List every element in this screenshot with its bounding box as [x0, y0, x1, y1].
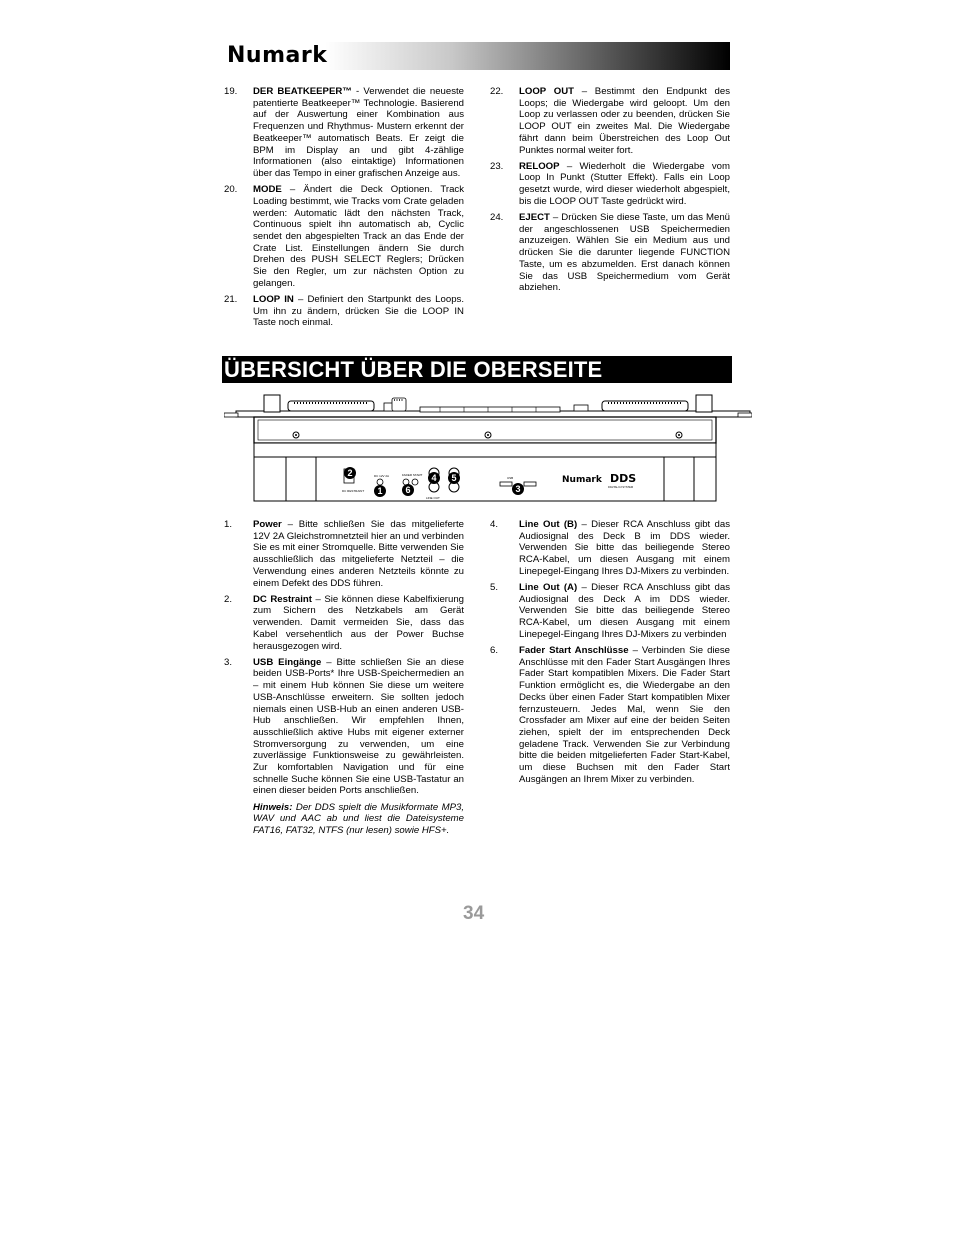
svg-text:USB: USB [507, 476, 514, 480]
svg-text:DDS: DDS [610, 472, 637, 485]
page-number: 34 [463, 903, 485, 924]
callout-5 [448, 472, 460, 484]
bottom-left-column [224, 519, 464, 837]
svg-text:DC 12V 2A: DC 12V 2A [374, 474, 390, 478]
svg-text:3: 3 [515, 484, 521, 494]
list-item: 6. Fader Start Anschlüsse – Verbinden Sie diese Anschlüsse mit den Fader Start Ausgängen Ihres Fader Start kompatiblen Mixers. Die Fader Start Funktion ermöglicht es, die Wiedergabe an den Decks über einen Fader Start kompatiblen Mixer fernzusteuern. Jedes Mal, wenn Sie den Crossfader am Mixer auf eine der beiden Seiten ziehen, spielt der im entsprechenden Deck geladene Track. Verwenden Sie zur Verbindung bitte die beiden mitgelieferten Fader Start-Kabel, um diese Buchsen mit den Fader Start Ausgängen an Ihrem Mixer zu verbinden. [490, 645, 731, 785]
svg-text:5: 5 [451, 473, 457, 483]
svg-text:1: 1 [377, 486, 383, 496]
list-item: 3. USB Eingänge – Bitte schließen Sie an diese beiden USB-Ports* Ihre USB-Speichermedien an – mit einem Hub können Sie diese um weitere USB-Anschlüsse erweitern. Sie sollten jedoch niemals einen USB-Hub an einen anderen USB-Hub anschließen. Wir empfehlen Ihnen, ausschließlich aktive Hubs mit eigener externer Stromversorgung zu verwenden, um eine zuverlässige Funktionsweise zu gewährleisten. Zur komfortablen Navigation und für eine schnelle Suche können Sie eine USB-Tastatur an einen dieser beiden Ports anschließen. [224, 656, 464, 797]
callout-3 [512, 483, 524, 495]
device-rear-panel-diagram [224, 393, 752, 505]
svg-text:Numark: Numark [562, 475, 602, 485]
list-item: 23. RELOOP – Wiederholt die Wiedergabe vom Loop In Punkt (Stutter Effekt). Falls ein Loop gesetzt wurde, wird dieser wiederholt abgespielt, bis die LOOP OUT Taste gedrückt wird. [490, 160, 730, 207]
callout-1 [374, 485, 386, 497]
callout-6 [402, 484, 414, 496]
list-item: 21. LOOP IN – Definiert den Startpunkt des Loops. Um ihn zu ändern, drücken Sie die LOOP IN Taste noch einmal. [224, 293, 464, 329]
svg-text:4: 4 [431, 473, 437, 483]
list-item: 4. Line Out (B) – Dieser RCA Anschluss gibt das Audiosignal des Deck B im DDS wieder. Verwenden Sie bitte das beiliegende Stereo RCA-Kabel, um diesen Ausgang mit einem Linepegel-Eingang Ihres DJ-Mixers zu verbinden. [490, 519, 730, 577]
top-right-column [490, 86, 730, 298]
svg-text:DC RESTRAINT: DC RESTRAINT [342, 489, 365, 493]
list-item: 20. MODE – Ändert die Deck Optionen. Track Loading bestimmt, wie Tracks vom Crate geladen werden: Automatic lädt den nächsten Track, Continuous spielt ihn automatisch ab, Cyclic sendet den abgespielten Track an das Ende der Crate List. Einstellungen ändern Sie durch Drehen des PUSH SELECT Reglers; Drücken Sie den Regler, um zur nächsten Option zu gelangen. [224, 184, 464, 289]
svg-text:2: 2 [347, 468, 353, 478]
note-text: Hinweis: Der DDS spielt die Musikformate MP3, WAV und AAC ab und liest die Dateisysteme FAT16, FAT32, NTFS (nur lesen) sowie HFS+. [253, 801, 464, 837]
top-left-column [224, 86, 464, 334]
callout-4 [428, 472, 440, 484]
list-item: 5. Line Out (A) – Dieser RCA Anschluss gibt das Audiosignal des Deck A im DDS wieder. Verwenden Sie bitte das beiliegende Stereo RCA-Kabel, um diesen Ausgang mit einem Linepegel-Eingang Ihres DJ-Mixers zu verbinden [490, 582, 730, 640]
bottom-right-column [490, 519, 730, 790]
svg-text:LINE OUT: LINE OUT [426, 496, 440, 500]
list-item: 2. DC Restraint – Sie können diese Kabelfixierung zum Sichern des Netzkabels am Gerät verwenden. Damit vermeiden Sie, dass das Kabel versehentlich aus der Power Buchse herausgezogen wird. [224, 593, 464, 652]
brand-logo: Numark [227, 43, 328, 68]
section-title: ÜBERSICHT ÜBER DIE OBERSEITE [222, 356, 732, 383]
list-item: 19. DER BEATKEEPER™ - Verwendet die neueste patentierte Beatkeeper™ Technologie. Basierend auf der Auswertung einer Kombination aus Frequenzen und Rhythmus- Mustern erkennt der Beatkeeper™ automatisch Beats. Er zeigt die BPM im Display an und gibt 4-zählige Informationen (also eintaktige) Informationen über das Tempo in einer grafischen Anzeige aus. [224, 86, 464, 179]
svg-text:FADER START: FADER START [402, 473, 423, 477]
list-item: 22. LOOP OUT – Bestimmt den Endpunkt des Loops; die Wiedergabe wird geloopt. Um den Loop zu verlassen oder zu beenden, drücken Sie LOOP OUT ein zweites Mal. Die Wiedergabe fährt dann beim Überstreichen des Loop Out Punktes normal weiter fort. [490, 86, 730, 156]
svg-text:6: 6 [405, 485, 411, 495]
callout-2 [344, 467, 356, 479]
svg-text:DIGITAL DJ SYSTEM: DIGITAL DJ SYSTEM [608, 486, 634, 489]
list-item: 24. EJECT – Drücken Sie diese Taste, um das Menü der angeschlossenen USB Speichermedien anzuzeigen. Wählen Sie ein Medium aus und drücken Sie die darunter liegende FUNCTION Taste, um es abzumelden. Erst danach können Sie das USB Speichermedium vom Gerät abziehen. [490, 212, 730, 294]
list-item: 1. Power – Bitte schließen Sie das mitgelieferte 12V 2A Gleichstromnetzteil hier an und verbinden Sie es mit einer Stromquelle. Bitte verwenden Sie ausschließlich das mitgelieferte Netzteil – die Verwendung eines anderen Netzteils könnte zu einem Defekt des DDS führen. [224, 519, 464, 589]
